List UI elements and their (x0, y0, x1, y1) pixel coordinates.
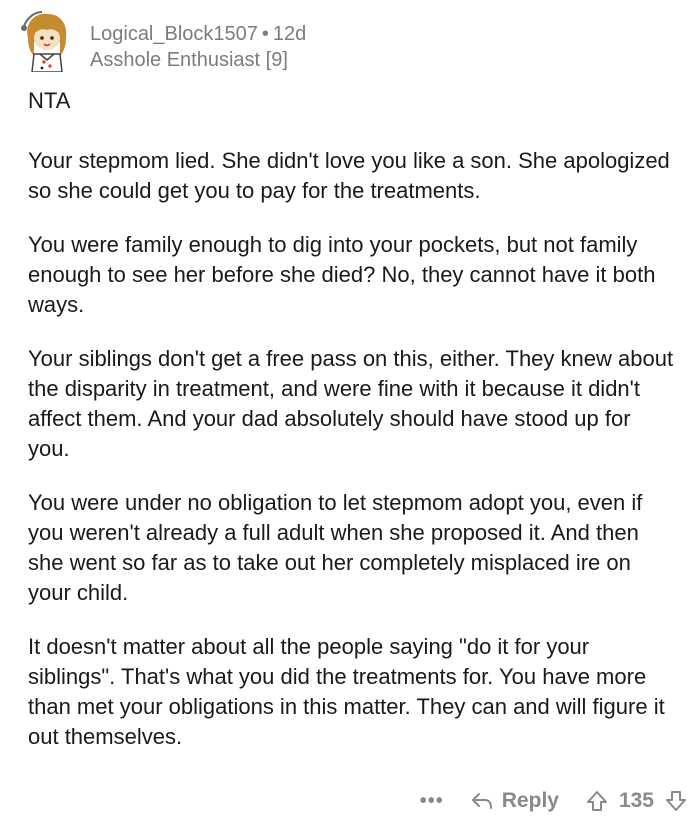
user-flair: Asshole Enthusiast [9] (90, 49, 288, 71)
comment-paragraph: You were family enough to dig into your pockets, but not family enough to see her before she died? No, they cannot have it both ways. (28, 232, 656, 317)
comment-paragraph: Your stepmom lied. She didn't love you like a son. She apologized so she could get you to pay for the treatments. (28, 148, 670, 203)
meta-separator: • (261, 23, 269, 45)
downvote-icon[interactable] (664, 789, 688, 813)
comment-header (14, 8, 306, 72)
reply-arrow-icon (470, 791, 494, 811)
comment-paragraph: It doesn't matter about all the people saying "do it for your siblings". That's what you did the treatments for. You have more than met your obligations in this matter. They can and will figure it out themselves. (28, 634, 665, 749)
author-username[interactable]: Logical_Block1507 (90, 23, 258, 45)
vote-controls (585, 789, 688, 813)
reply-label: Reply (501, 789, 559, 812)
comment-paragraph: You were under no obligation to let stepmom adopt you, even if you weren't already a full adult when she proposed it. And then she went so far as to take out her completely misplaced ire on your child. (28, 490, 643, 605)
comment-meta (90, 22, 306, 72)
comment-age: 12d (272, 23, 307, 45)
vote-score: 135 (618, 789, 654, 812)
reply-button[interactable] (470, 789, 559, 813)
comment-body (28, 86, 678, 752)
upvote-icon[interactable] (585, 789, 609, 813)
author-line (90, 22, 306, 46)
verdict-text: NTA (28, 88, 71, 113)
comment-actions (420, 785, 688, 817)
more-options-button[interactable]: ••• (419, 789, 444, 812)
comment-paragraph: Your siblings don't get a free pass on this, either. They knew about the disparity in treatment, and were fine with it because it didn't affect them. And your dad absolutely should have stood up for you. (28, 346, 674, 461)
avatar[interactable] (14, 8, 78, 72)
